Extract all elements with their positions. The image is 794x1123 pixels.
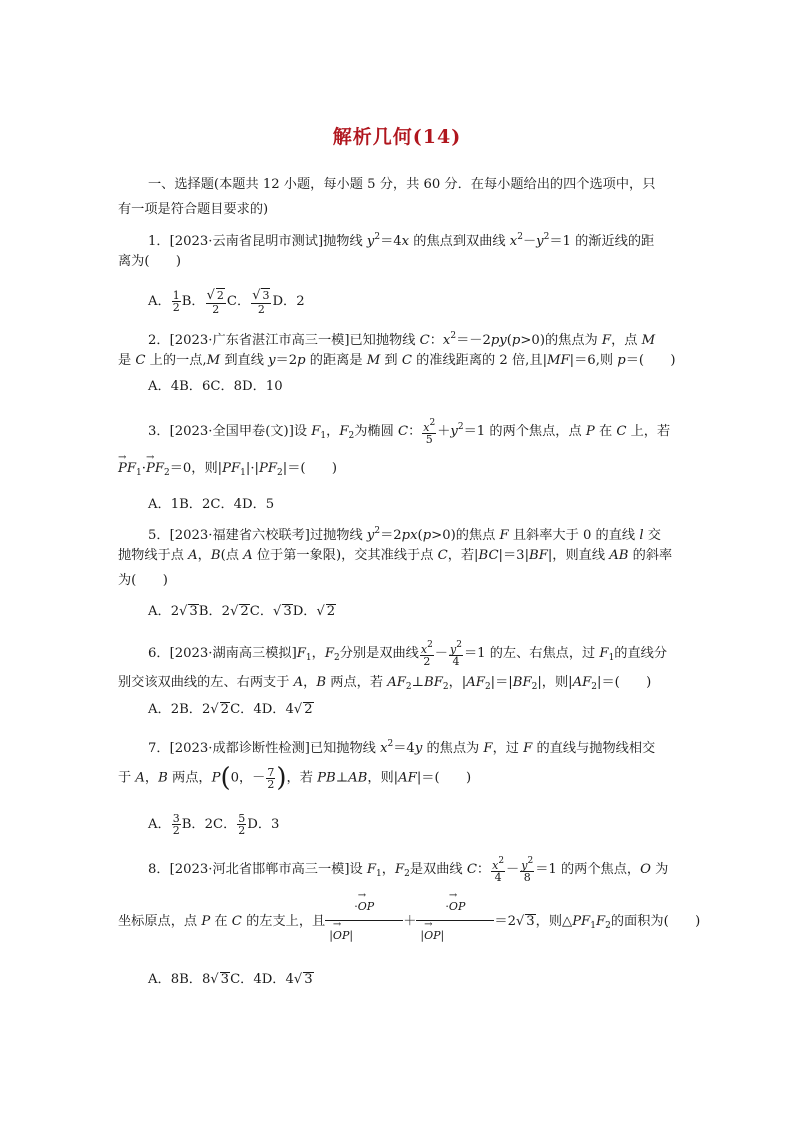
q2-options: A．4B．6C．8D．10 [148, 379, 283, 394]
q7-line2: 于 A，B 两点，P(0，－ $\frac{7}{2}$ )，若 PB⊥AB，则|AF|＝( ) [118, 763, 472, 793]
section-heading-line2: 有一项是符合题目要求的) [118, 202, 269, 217]
q1-options: A． $\frac{1}{2}$ B． $\frac{√ 2}{2}$ C． $\frac{√ 3}{2}$ D．2 [148, 288, 305, 316]
q5-line3: 为( ) [118, 573, 168, 588]
q8-line1: 8．[2023·河北省邯郸市高三一模]设 $F_1$，$F_2$是双曲线 C： $\frac{x^2}{4}$ － $\frac{y^2}{8}$ ＝1 的两个焦点，O 为 [148, 856, 669, 884]
q3-options: A．1B．2C．4D．5 [148, 497, 275, 512]
q5-options: A．2√ 3B．2√ 2C．√ 3D．√ 2 [148, 604, 336, 619]
q2-line2: 是 C 上的一点,M 到直线 y＝2p 的距离是 M 到 C 的准线距离的 2 倍,且|MF|＝6,则 p＝( ) [118, 353, 676, 368]
q6-line1: 6．[2023·湖南高三模拟]$F_1$，$F_2$分别是双曲线 $\frac{x^2}{2}$ － $\frac{y^2}{4}$ ＝1 的左、右焦点，过 $F_1$的直线分 [148, 640, 668, 668]
q5-line2: 抛物线于点 A，B(点 A 位于第一象限)，交其准线于点 C，若|BC|＝3|BF|，则直线 AB 的斜率 [118, 548, 673, 563]
q3-line2: → $PF_1\cdot\to PF_2=0$，则$|PF_1|\cdot|PF_2|=$( ) [118, 460, 337, 482]
q7-line1: 7．[2023·成都诊断性检测]已知抛物线 $x^2=4y$ 的焦点为 F，过 F 的直线与抛物线相交 [148, 739, 656, 756]
q1-line2: 离为( ) [118, 254, 182, 269]
q2-line1: 2．[2023·广东省湛江市高三一模]已知抛物线 C：$x^2=-2py(p>0)$的焦点为 F，点 M [148, 331, 656, 348]
q6-line2: 别交该双曲线的左、右两支于 A，B 两点，若 $AF_2\perp BF_2$，$|AF_2|=|BF_2|$，则$|AF_2|=$( ) [118, 675, 652, 692]
q8-options: A．8B．8√ 3C．4D．4√ 3 [148, 972, 313, 987]
q5-line1: 5．[2023·福建省六校联考]过抛物线 $y^2=2px(p>0)$的焦点 F 且斜率大于 0 的直线 l 交 [148, 526, 661, 543]
page-title: 解析几何(14) [332, 126, 462, 148]
q8-line2: 坐标原点，点 P 在 C 的左支上，且 $\frac{\cdot\to OP}{|\to OP|}$ ＋ $\frac{\cdot\to OP}{|\to OP|}$ ＝2√ 3，则$\triangle PF_1F_2$的面积为( ) [118, 898, 700, 945]
q1-line1: 1．[2023·云南省昆明市测试]抛物线 $y^2=4x$ 的焦点到双曲线 $x^2-y^2=1$ 的渐近线的距 [148, 232, 655, 249]
q3-line1: 3．[2023·全国甲卷(文)]设 $F_1$，$F_2$为椭圆 C： $\frac{x^2}{5}$ $+y^2=1$ 的两个焦点，点 P 在 C 上，若 [148, 418, 671, 446]
q6-options: A．2B．2√ 2C．4D．4√ 2 [148, 702, 313, 717]
section-heading-line1: 一、选择题(本题共 12 小题，每小题 5 分，共 60 分．在每小题给出的四个选项中，只 [148, 177, 656, 192]
q7-options: A． $\frac{3}{2}$ B．2C． $\frac{5}{2}$ D．3 [148, 812, 280, 837]
